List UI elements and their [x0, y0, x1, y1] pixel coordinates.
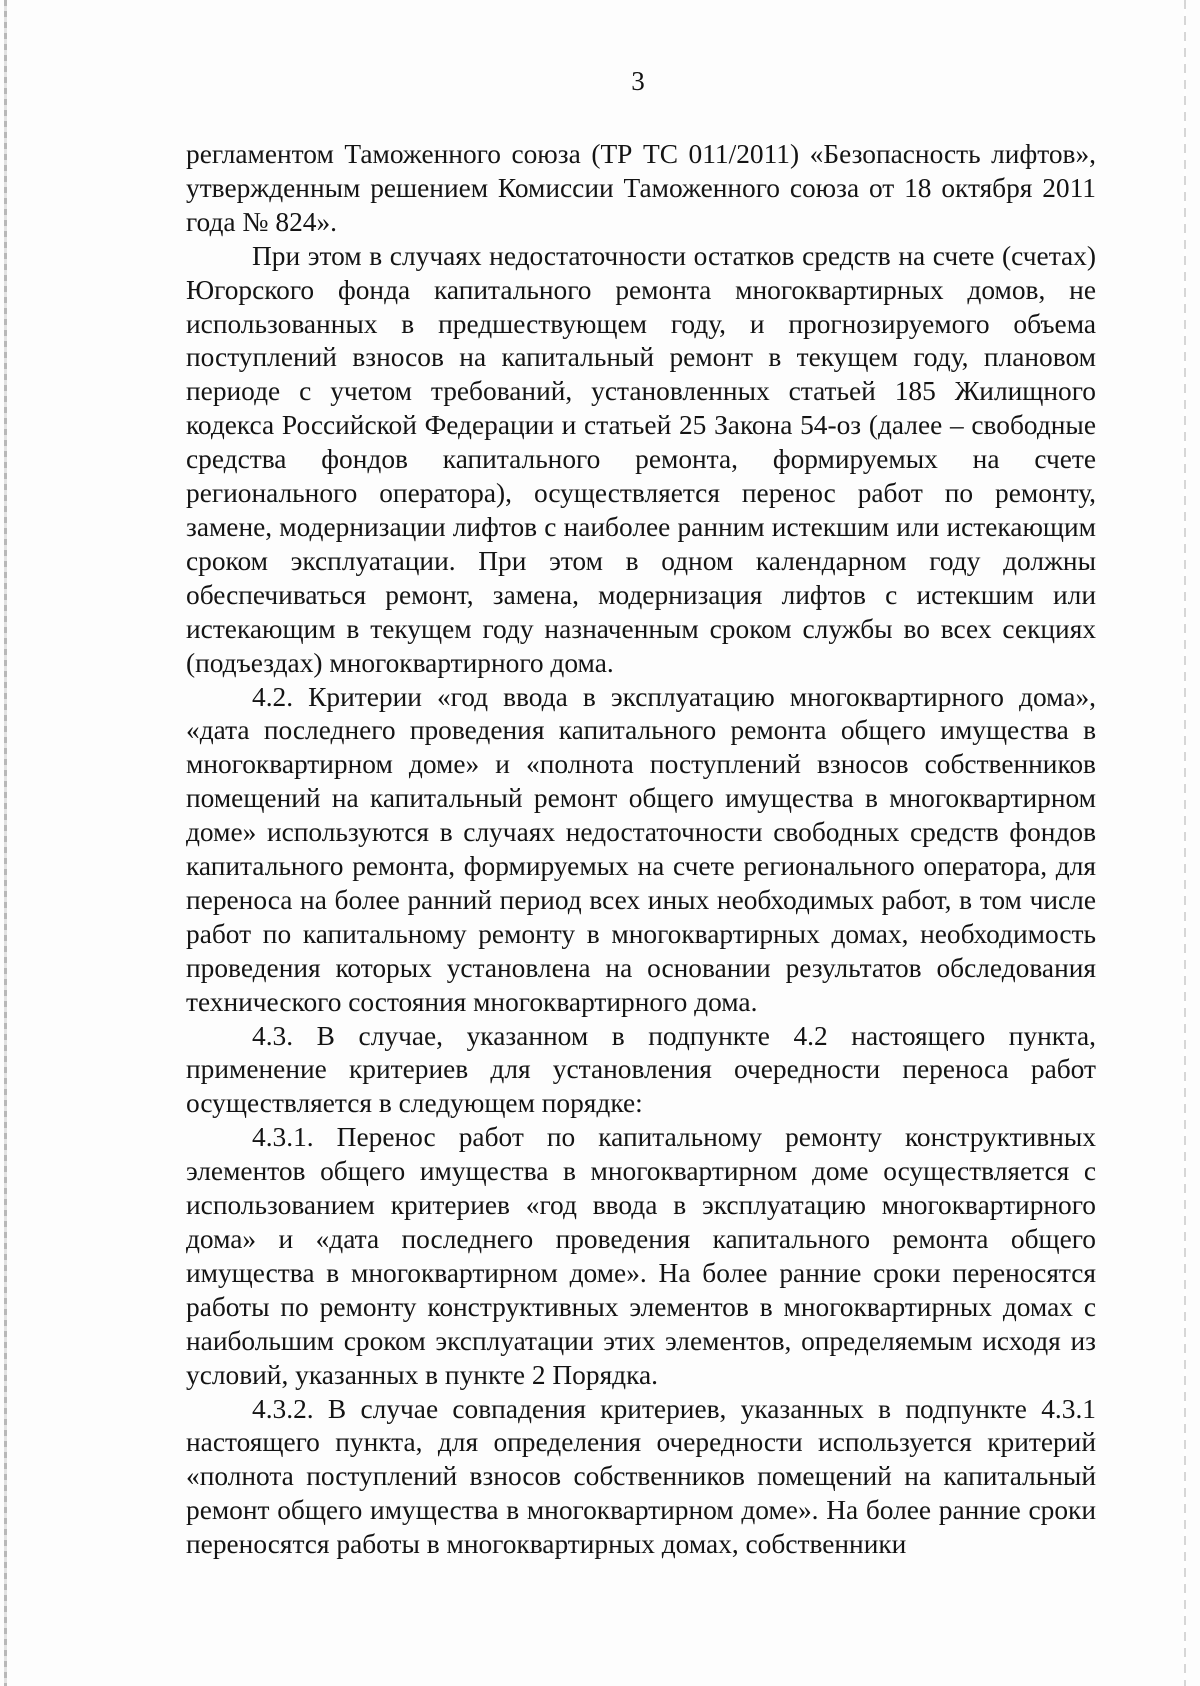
paragraph-4-3-2: 4.3.2. В случае совпадения критериев, указанных в подпункте 4.3.1 настоящего пункта, для определения очередности используется критерий «полнота поступлений взносов собственников помещений на капитальный ремонт общего имущества в многоквартирном доме». На более ранние сроки переносятся работы в многоквартирных домах, собственники — [186, 1393, 1096, 1560]
paragraph-lift-transfer: При этом в случаях недостаточности остатков средств на счете (счетах) Югорского фонда капитального ремонта многоквартирных домов, не использованных в предшествующем году, и прогнозируемого объема поступлений взносов на капитальный ремонт в текущем году, плановом периоде с учетом требований, установленных статьей 185 Жилищного кодекса Российской Федерации и статьей 25 Закона 54-оз (далее – свободные средства фондов капитального ремонта, формируемых на счете регионального оператора), осуществляется перенос работ по ремонту, замене, модернизации лифтов с наиболее ранним истекшим или истекающим сроком эксплуатации. При этом в одном календарном году должны обеспечиваться ремонт, замена, модернизация лифтов с истекшим или истекающим в текущем году назначенным сроком службы во всех секциях (подъездах) многоквартирного дома. — [186, 240, 1096, 678]
scan-edge-right — [1184, 0, 1186, 1686]
paragraph-continued: регламентом Таможенного союза (ТР ТС 011/2011) «Безопасность лифтов», утвержденным решением Комиссии Таможенного союза от 18 октября 2011 года № 824». — [186, 139, 1096, 237]
page-number: 3 — [631, 66, 645, 96]
paragraph-4-3-1: 4.3.1. Перенос работ по капитальному ремонту конструктивных элементов общего имущества в многоквартирном доме осуществляется с использованием критериев «год ввода в эксплуатацию многоквартирного дома» и «дата последнего проведения капитального ремонта общего имущества в многоквартирном доме». На более ранние сроки переносятся работы по ремонту конструктивных элементов в многоквартирных домах с наибольшим сроком эксплуатации этих элементов, определяемым исходя из условий, указанных в пункте 2 Порядка. — [186, 1122, 1096, 1390]
paragraph-4-3: 4.3. В случае, указанном в подпункте 4.2 настоящего пункта, применение критериев для установления очередности переноса работ осуществляется в следующем порядке: — [186, 1020, 1096, 1119]
paragraph-4-2: 4.2. Критерии «год ввода в эксплуатацию многоквартирного дома», «дата последнего проведения капитального ремонта общего имущества в многоквартирном доме» и «полнота поступлений взносов собственников помещений на капитальный ремонт общего имущества в многоквартирном доме» используются в случаях недостаточности свободных средств фондов капитального ремонта, формируемых на счете регионального оператора, для переноса на более ранний период всех иных необходимых работ, в том числе работ по капитальному ремонту в многоквартирных домах, необходимость проведения которых установлена на основании результатов обследования технического состояния многоквартирного дома. — [186, 681, 1096, 1017]
document-text — [186, 138, 1096, 1562]
scan-edge-left — [4, 0, 7, 1686]
